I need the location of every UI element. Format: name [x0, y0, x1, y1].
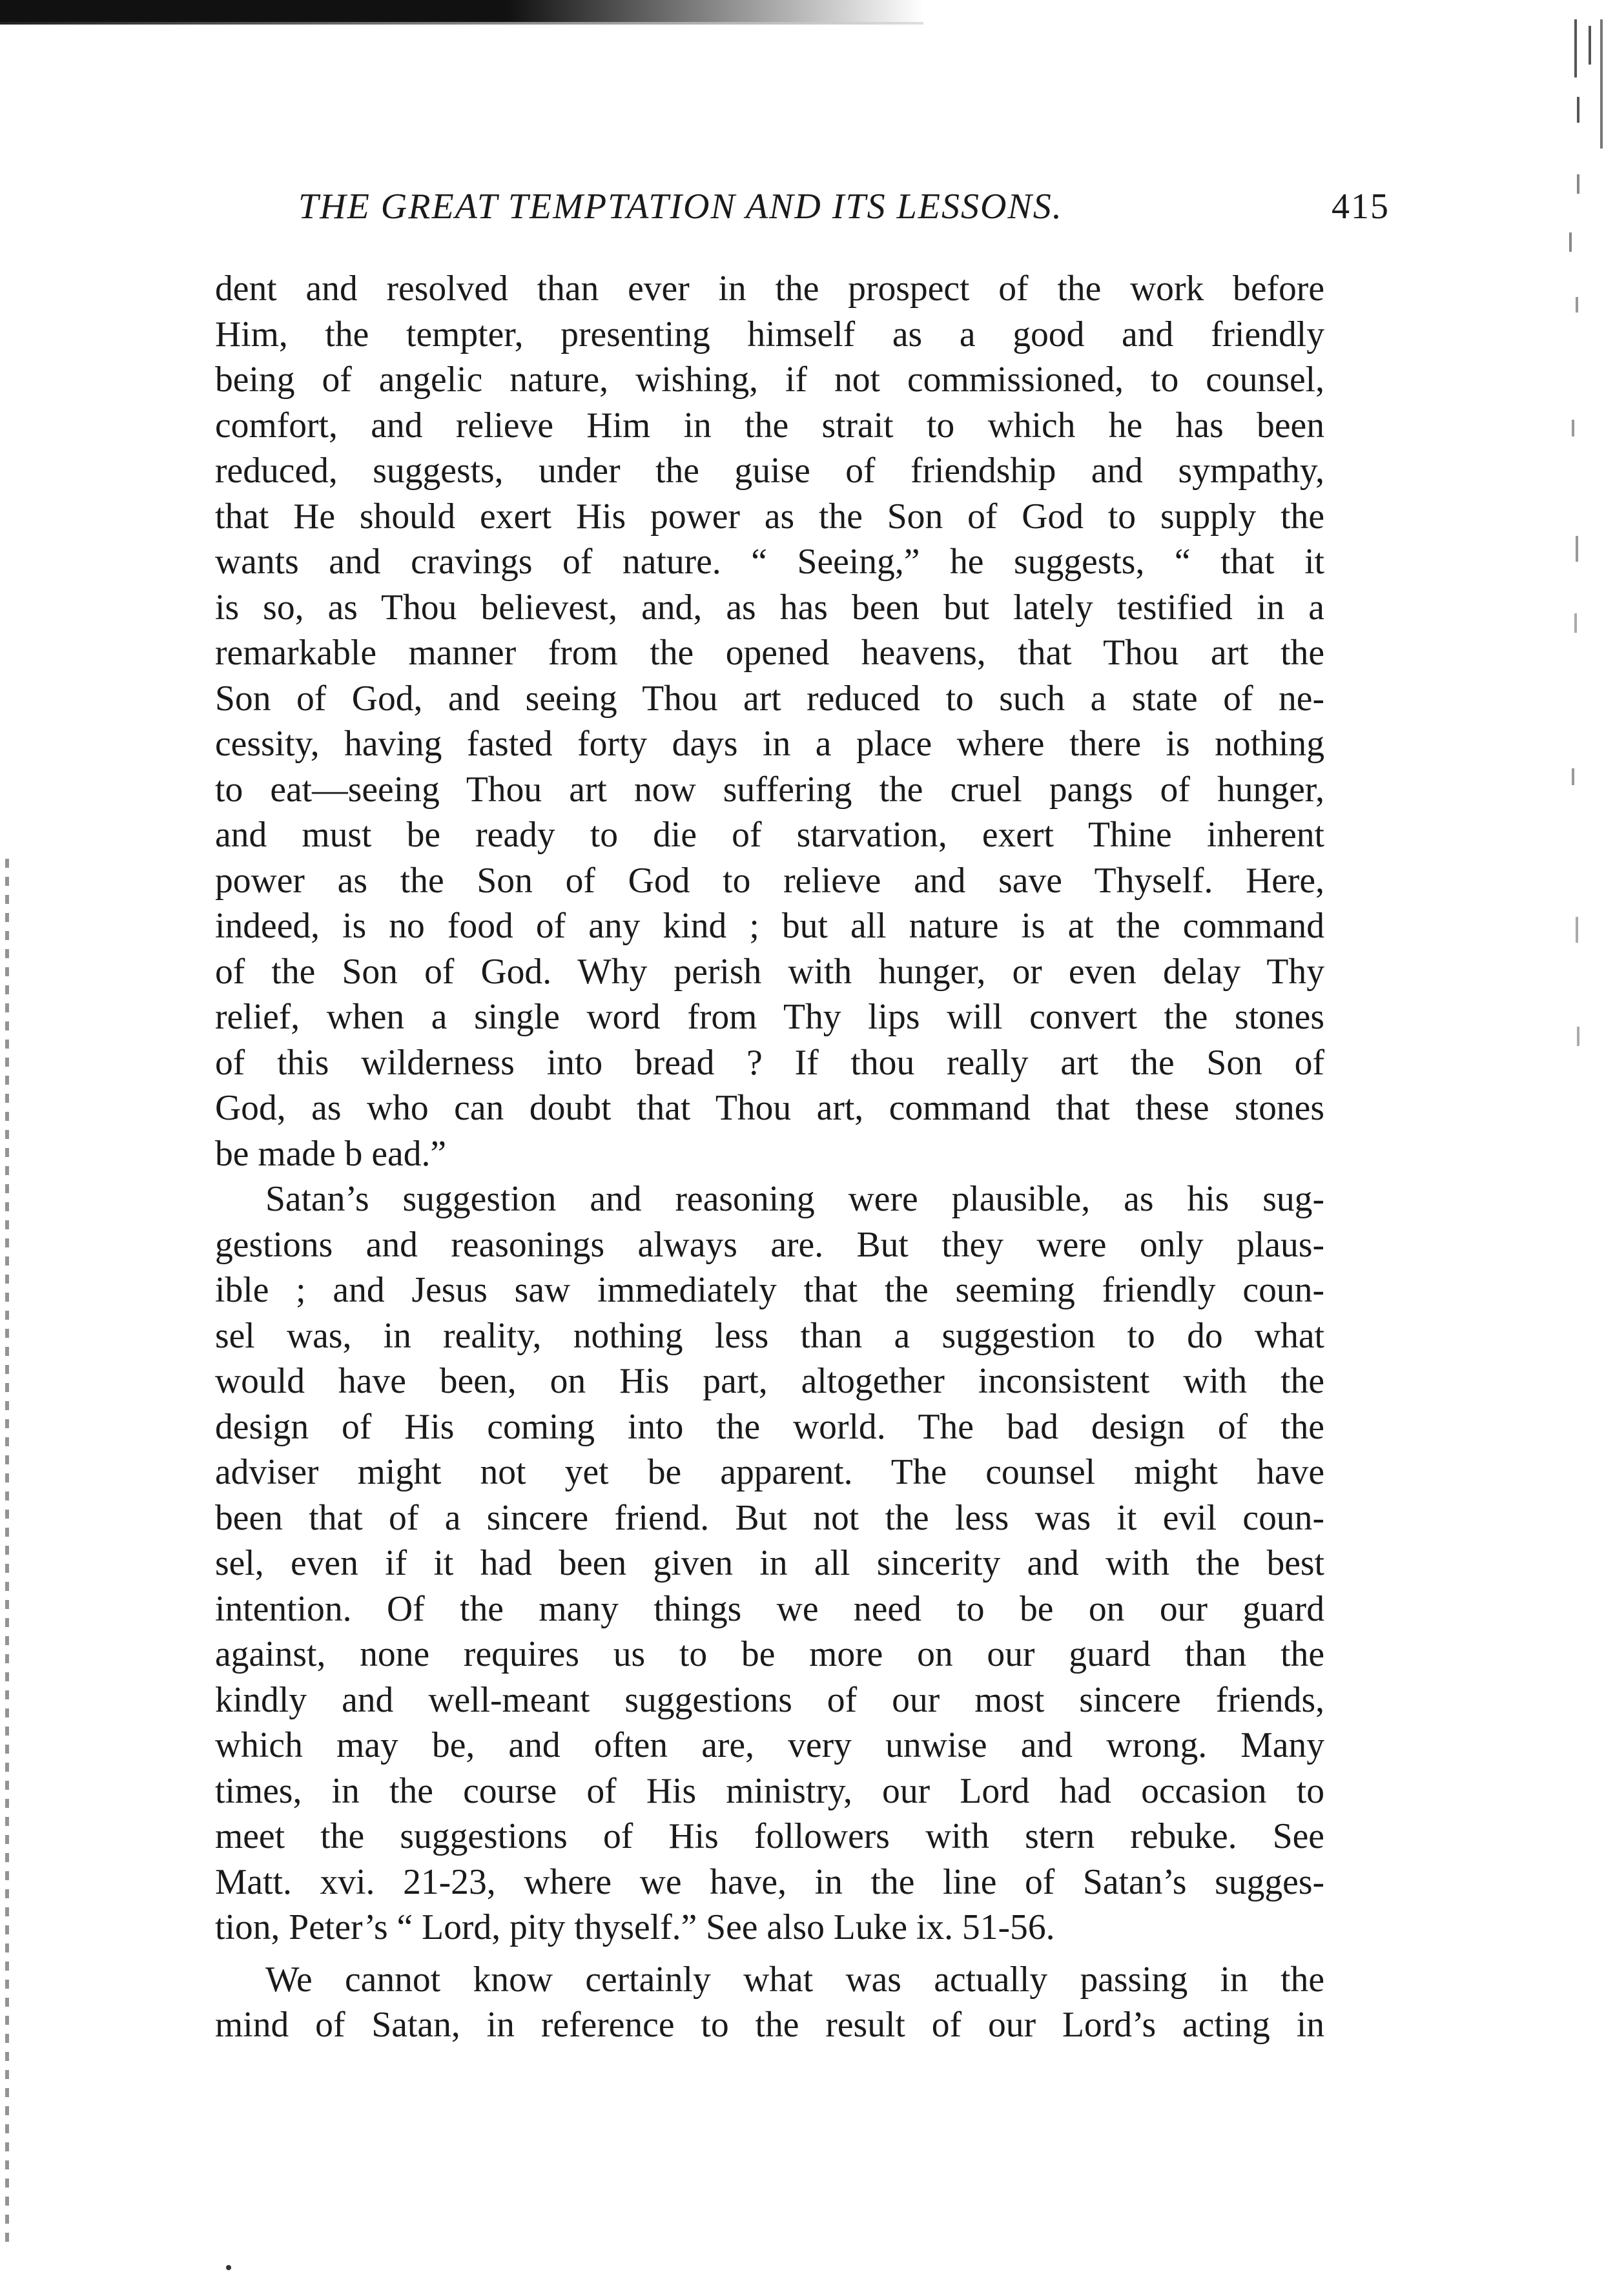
text-line: ible ; and Jesus saw immediately that the seeming friendly coun- [215, 1270, 1324, 1310]
paragraph-2 [215, 1176, 1324, 1951]
paragraph-3 [215, 1957, 1324, 2048]
left-margin-marks [5, 859, 9, 2247]
text-line: that He should exert His power as the Son of God to supply the [215, 496, 1324, 537]
text-line: wants and cravings of nature. “ Seeing,” he suggests, “ that it [215, 542, 1324, 582]
top-rule [0, 0, 923, 22]
text-line: of the Son of God. Why perish with hunger, or even delay Thy [215, 951, 1324, 992]
right-margin-marks [1563, 19, 1608, 1117]
text-line: intention. Of the many things we need to be on our guard [215, 1588, 1324, 1629]
text-line: cessity, having fasted forty days in a place where there is nothing [215, 724, 1324, 764]
running-head-title: THE GREAT TEMPTATION AND ITS LESSONS. [298, 187, 1063, 227]
paragraph-gap [215, 1951, 1324, 1957]
text-line: reduced, suggests, under the guise of friendship and sympathy, [215, 451, 1324, 491]
top-rule-thin [0, 22, 923, 25]
text-line: relief, when a single word from Thy lips will convert the stones [215, 997, 1324, 1037]
page-number: 415 [1332, 187, 1390, 227]
text-line: to eat—seeing Thou art now suffering the cruel pangs of hunger, [215, 769, 1324, 810]
body-text [215, 266, 1324, 2048]
stray-mark [226, 2265, 231, 2270]
text-line: God, as who can doubt that Thou art, command that these stones [215, 1088, 1324, 1128]
text-line: Son of God, and seeing Thou art reduced to such a state of ne- [215, 678, 1324, 719]
text-line: is so, as Thou believest, and, as has been but lately testified in a [215, 587, 1324, 628]
text-line: comfort, and relieve Him in the strait to which he has been [215, 405, 1324, 446]
text-line: be made b ead.” [215, 1133, 447, 1174]
text-line: and must be ready to die of starvation, exert Thine inherent [215, 815, 1324, 855]
text-line: would have been, on His part, altogether inconsistent with the [215, 1361, 1324, 1401]
text-line: dent and resolved than ever in the prospect of the work before [215, 269, 1324, 309]
text-line: Him, the tempter, presenting himself as a good and friendly [215, 314, 1324, 354]
text-line: been that of a sincere friend. But not the less was it evil coun- [215, 1497, 1324, 1538]
text-line: indeed, is no food of any kind ; but all nature is at the command [215, 906, 1324, 946]
text-line: adviser might not yet be apparent. The counsel might have [215, 1452, 1324, 1492]
text-line: sel was, in reality, nothing less than a suggestion to do what [215, 1315, 1324, 1356]
text-line: sel, even if it had been given in all sincerity and with the best [215, 1543, 1324, 1583]
text-line: power as the Son of God to relieve and save Thyself. Here, [215, 860, 1324, 901]
text-line: design of His coming into the world. The bad design of the [215, 1406, 1324, 1447]
text-line: We cannot know certainly what was actually passing in the [265, 1959, 1324, 2000]
text-line: remarkable manner from the opened heavens, that Thou art the [215, 633, 1324, 673]
text-line: being of angelic nature, wishing, if not commissioned, to counsel, [215, 360, 1324, 400]
text-line: times, in the course of His ministry, our Lord had occasion to [215, 1770, 1324, 1811]
text-line: Matt. xvi. 21-23, where we have, in the line of Satan’s sugges- [215, 1861, 1324, 1902]
text-line: of this wilderness into bread ? If thou really art the Son of [215, 1042, 1324, 1083]
text-line: tion, Peter’s “ Lord, pity thyself.” See also Luke ix. 51-56. [215, 1907, 1055, 1947]
text-line: against, none requires us to be more on our guard than the [215, 1634, 1324, 1674]
text-line: mind of Satan, in reference to the result of our Lord’s acting in [215, 2005, 1324, 2045]
text-line: kindly and well-meant suggestions of our most sincere friends, [215, 1679, 1324, 1720]
text-line: which may be, and often are, very unwise and wrong. Many [215, 1725, 1324, 1765]
paragraph-1 [215, 266, 1324, 1176]
text-line: meet the suggestions of His followers with stern rebuke. See [215, 1816, 1324, 1856]
text-line: gestions and reasonings always are. But they were only plaus- [215, 1224, 1324, 1265]
text-line: Satan’s suggestion and reasoning were plausible, as his sug- [265, 1179, 1324, 1219]
running-head [298, 186, 1390, 244]
